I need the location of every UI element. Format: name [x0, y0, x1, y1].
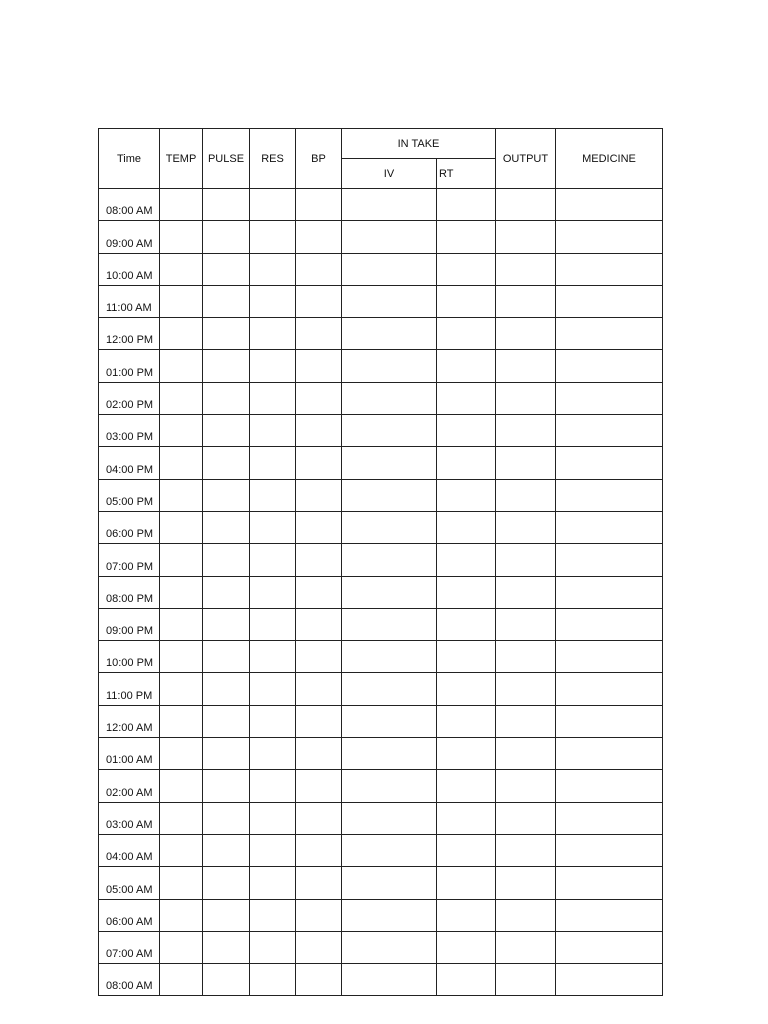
res-cell[interactable] — [250, 189, 296, 221]
bp-cell[interactable] — [296, 285, 342, 317]
bp-cell[interactable] — [296, 447, 342, 479]
medicine-cell[interactable] — [556, 964, 663, 996]
iv-cell[interactable] — [342, 705, 437, 737]
table-row — [99, 867, 663, 899]
time-cell: 02:00 PM — [99, 382, 160, 414]
table-row — [99, 382, 663, 414]
temp-cell[interactable] — [160, 189, 203, 221]
time-cell: 07:00 PM — [99, 544, 160, 576]
output-cell[interactable] — [496, 350, 556, 382]
rt-cell[interactable] — [437, 253, 496, 285]
output-cell[interactable] — [496, 931, 556, 963]
pulse-cell[interactable] — [203, 641, 250, 673]
header-bp: BP — [296, 129, 342, 189]
temp-cell[interactable] — [160, 415, 203, 447]
table-row — [99, 544, 663, 576]
iv-cell[interactable] — [342, 221, 437, 253]
time-cell: 12:00 PM — [99, 318, 160, 350]
rt-cell[interactable] — [437, 447, 496, 479]
iv-cell[interactable] — [342, 350, 437, 382]
temp-cell[interactable] — [160, 673, 203, 705]
medicine-cell[interactable] — [556, 447, 663, 479]
res-cell[interactable] — [250, 931, 296, 963]
pulse-cell[interactable] — [203, 415, 250, 447]
medicine-cell[interactable] — [556, 576, 663, 608]
output-cell[interactable] — [496, 867, 556, 899]
output-cell[interactable] — [496, 641, 556, 673]
medicine-cell[interactable] — [556, 673, 663, 705]
temp-cell[interactable] — [160, 867, 203, 899]
pulse-cell[interactable] — [203, 285, 250, 317]
res-cell[interactable] — [250, 382, 296, 414]
medicine-cell[interactable] — [556, 221, 663, 253]
pulse-cell[interactable] — [203, 964, 250, 996]
bp-cell[interactable] — [296, 608, 342, 640]
time-cell: 03:00 PM — [99, 415, 160, 447]
rt-cell[interactable] — [437, 608, 496, 640]
bp-cell[interactable] — [296, 221, 342, 253]
temp-cell[interactable] — [160, 738, 203, 770]
pulse-cell[interactable] — [203, 608, 250, 640]
output-cell[interactable] — [496, 802, 556, 834]
temp-cell[interactable] — [160, 641, 203, 673]
output-cell[interactable] — [496, 285, 556, 317]
output-cell[interactable] — [496, 964, 556, 996]
pulse-cell[interactable] — [203, 899, 250, 931]
temp-cell[interactable] — [160, 511, 203, 543]
pulse-cell[interactable] — [203, 576, 250, 608]
medicine-cell[interactable] — [556, 834, 663, 866]
time-cell: 01:00 PM — [99, 350, 160, 382]
iv-cell[interactable] — [342, 447, 437, 479]
time-cell: 11:00 PM — [99, 673, 160, 705]
res-cell[interactable] — [250, 318, 296, 350]
table-body — [99, 189, 663, 996]
temp-cell[interactable] — [160, 382, 203, 414]
temp-cell[interactable] — [160, 834, 203, 866]
rt-cell[interactable] — [437, 221, 496, 253]
rt-cell[interactable] — [437, 867, 496, 899]
bp-cell[interactable] — [296, 415, 342, 447]
res-cell[interactable] — [250, 253, 296, 285]
bp-cell[interactable] — [296, 931, 342, 963]
pulse-cell[interactable] — [203, 189, 250, 221]
iv-cell[interactable] — [342, 867, 437, 899]
medicine-cell[interactable] — [556, 415, 663, 447]
output-cell[interactable] — [496, 576, 556, 608]
res-cell[interactable] — [250, 899, 296, 931]
iv-cell[interactable] — [342, 770, 437, 802]
output-cell[interactable] — [496, 447, 556, 479]
time-cell: 08:00 AM — [99, 964, 160, 996]
time-cell: 03:00 AM — [99, 802, 160, 834]
output-cell[interactable] — [496, 189, 556, 221]
rt-cell[interactable] — [437, 770, 496, 802]
medicine-cell[interactable] — [556, 511, 663, 543]
iv-cell[interactable] — [342, 253, 437, 285]
res-cell[interactable] — [250, 834, 296, 866]
temp-cell[interactable] — [160, 931, 203, 963]
time-cell: 09:00 PM — [99, 608, 160, 640]
header-time: Time — [99, 129, 160, 189]
res-cell[interactable] — [250, 285, 296, 317]
output-cell[interactable] — [496, 673, 556, 705]
temp-cell[interactable] — [160, 576, 203, 608]
medicine-cell[interactable] — [556, 253, 663, 285]
temp-cell[interactable] — [160, 802, 203, 834]
iv-cell[interactable] — [342, 673, 437, 705]
header-intake: IN TAKE — [342, 129, 496, 159]
bp-cell[interactable] — [296, 576, 342, 608]
iv-cell[interactable] — [342, 318, 437, 350]
time-cell: 08:00 PM — [99, 576, 160, 608]
res-cell[interactable] — [250, 221, 296, 253]
time-cell: 05:00 AM — [99, 867, 160, 899]
bp-cell[interactable] — [296, 834, 342, 866]
temp-cell[interactable] — [160, 318, 203, 350]
rt-cell[interactable] — [437, 834, 496, 866]
iv-cell[interactable] — [342, 189, 437, 221]
table-row — [99, 738, 663, 770]
table-row — [99, 511, 663, 543]
table-row — [99, 770, 663, 802]
bp-cell[interactable] — [296, 802, 342, 834]
temp-cell[interactable] — [160, 285, 203, 317]
bp-cell[interactable] — [296, 544, 342, 576]
res-cell[interactable] — [250, 802, 296, 834]
rt-cell[interactable] — [437, 189, 496, 221]
pulse-cell[interactable] — [203, 479, 250, 511]
vitals-chart-table — [98, 128, 663, 996]
temp-cell[interactable] — [160, 705, 203, 737]
header-intake-iv: IV — [342, 159, 437, 189]
table-row — [99, 802, 663, 834]
rt-cell[interactable] — [437, 931, 496, 963]
temp-cell[interactable] — [160, 447, 203, 479]
table-row — [99, 285, 663, 317]
rt-cell[interactable] — [437, 350, 496, 382]
res-cell[interactable] — [250, 673, 296, 705]
table-row — [99, 673, 663, 705]
rt-cell[interactable] — [437, 382, 496, 414]
iv-cell[interactable] — [342, 608, 437, 640]
iv-cell[interactable] — [342, 382, 437, 414]
temp-cell[interactable] — [160, 544, 203, 576]
medicine-cell[interactable] — [556, 285, 663, 317]
header-output: OUTPUT — [496, 129, 556, 189]
time-cell: 09:00 AM — [99, 221, 160, 253]
bp-cell[interactable] — [296, 189, 342, 221]
time-cell: 12:00 AM — [99, 705, 160, 737]
rt-cell[interactable] — [437, 705, 496, 737]
res-cell[interactable] — [250, 770, 296, 802]
medicine-cell[interactable] — [556, 189, 663, 221]
res-cell[interactable] — [250, 511, 296, 543]
header-res: RES — [250, 129, 296, 189]
output-cell[interactable] — [496, 770, 556, 802]
medicine-cell[interactable] — [556, 641, 663, 673]
output-cell[interactable] — [496, 544, 556, 576]
bp-cell[interactable] — [296, 899, 342, 931]
medicine-cell[interactable] — [556, 899, 663, 931]
output-cell[interactable] — [496, 899, 556, 931]
time-cell: 08:00 AM — [99, 189, 160, 221]
output-cell[interactable] — [496, 318, 556, 350]
header-temp: TEMP — [160, 129, 203, 189]
bp-cell[interactable] — [296, 705, 342, 737]
time-cell: 06:00 PM — [99, 511, 160, 543]
iv-cell[interactable] — [342, 899, 437, 931]
time-cell: 05:00 PM — [99, 479, 160, 511]
rt-cell[interactable] — [437, 544, 496, 576]
pulse-cell[interactable] — [203, 867, 250, 899]
bp-cell[interactable] — [296, 738, 342, 770]
res-cell[interactable] — [250, 705, 296, 737]
iv-cell[interactable] — [342, 931, 437, 963]
temp-cell[interactable] — [160, 770, 203, 802]
table-row — [99, 705, 663, 737]
time-cell: 10:00 PM — [99, 641, 160, 673]
medicine-cell[interactable] — [556, 350, 663, 382]
header-medicine: MEDICINE — [556, 129, 663, 189]
temp-cell[interactable] — [160, 253, 203, 285]
table-row — [99, 479, 663, 511]
pulse-cell[interactable] — [203, 802, 250, 834]
time-cell: 06:00 AM — [99, 899, 160, 931]
rt-cell[interactable] — [437, 802, 496, 834]
rt-cell[interactable] — [437, 576, 496, 608]
res-cell[interactable] — [250, 447, 296, 479]
temp-cell[interactable] — [160, 964, 203, 996]
time-cell: 11:00 AM — [99, 285, 160, 317]
iv-cell[interactable] — [342, 479, 437, 511]
table-row — [99, 608, 663, 640]
table-row — [99, 318, 663, 350]
rt-cell[interactable] — [437, 415, 496, 447]
rt-cell[interactable] — [437, 285, 496, 317]
medicine-cell[interactable] — [556, 382, 663, 414]
table-row — [99, 576, 663, 608]
medicine-cell[interactable] — [556, 738, 663, 770]
time-cell: 04:00 AM — [99, 834, 160, 866]
pulse-cell[interactable] — [203, 544, 250, 576]
medicine-cell[interactable] — [556, 608, 663, 640]
pulse-cell[interactable] — [203, 770, 250, 802]
res-cell[interactable] — [250, 544, 296, 576]
rt-cell[interactable] — [437, 479, 496, 511]
bp-cell[interactable] — [296, 511, 342, 543]
medicine-cell[interactable] — [556, 705, 663, 737]
table-row — [99, 253, 663, 285]
header-intake-rt: RT — [437, 159, 496, 189]
pulse-cell[interactable] — [203, 350, 250, 382]
iv-cell[interactable] — [342, 576, 437, 608]
temp-cell[interactable] — [160, 479, 203, 511]
iv-cell[interactable] — [342, 544, 437, 576]
pulse-cell[interactable] — [203, 673, 250, 705]
rt-cell[interactable] — [437, 641, 496, 673]
pulse-cell[interactable] — [203, 931, 250, 963]
medicine-cell[interactable] — [556, 802, 663, 834]
temp-cell[interactable] — [160, 608, 203, 640]
medicine-cell[interactable] — [556, 770, 663, 802]
output-cell[interactable] — [496, 511, 556, 543]
medicine-cell[interactable] — [556, 867, 663, 899]
output-cell[interactable] — [496, 705, 556, 737]
res-cell[interactable] — [250, 576, 296, 608]
medicine-cell[interactable] — [556, 931, 663, 963]
rt-cell[interactable] — [437, 318, 496, 350]
table-row — [99, 415, 663, 447]
pulse-cell[interactable] — [203, 382, 250, 414]
res-cell[interactable] — [250, 350, 296, 382]
output-cell[interactable] — [496, 738, 556, 770]
res-cell[interactable] — [250, 964, 296, 996]
medicine-cell[interactable] — [556, 479, 663, 511]
rt-cell[interactable] — [437, 964, 496, 996]
iv-cell[interactable] — [342, 641, 437, 673]
res-cell[interactable] — [250, 479, 296, 511]
bp-cell[interactable] — [296, 382, 342, 414]
output-cell[interactable] — [496, 479, 556, 511]
iv-cell[interactable] — [342, 415, 437, 447]
output-cell[interactable] — [496, 608, 556, 640]
pulse-cell[interactable] — [203, 447, 250, 479]
iv-cell[interactable] — [342, 964, 437, 996]
bp-cell[interactable] — [296, 479, 342, 511]
rt-cell[interactable] — [437, 673, 496, 705]
rt-cell[interactable] — [437, 738, 496, 770]
iv-cell[interactable] — [342, 511, 437, 543]
temp-cell[interactable] — [160, 221, 203, 253]
bp-cell[interactable] — [296, 641, 342, 673]
table-row — [99, 221, 663, 253]
header-pulse: PULSE — [203, 129, 250, 189]
rt-cell[interactable] — [437, 899, 496, 931]
bp-cell[interactable] — [296, 350, 342, 382]
res-cell[interactable] — [250, 608, 296, 640]
iv-cell[interactable] — [342, 285, 437, 317]
bp-cell[interactable] — [296, 867, 342, 899]
bp-cell[interactable] — [296, 318, 342, 350]
table-row — [99, 447, 663, 479]
bp-cell[interactable] — [296, 253, 342, 285]
table-row — [99, 189, 663, 221]
res-cell[interactable] — [250, 641, 296, 673]
res-cell[interactable] — [250, 738, 296, 770]
rt-cell[interactable] — [437, 511, 496, 543]
iv-cell[interactable] — [342, 802, 437, 834]
bp-cell[interactable] — [296, 964, 342, 996]
output-cell[interactable] — [496, 834, 556, 866]
pulse-cell[interactable] — [203, 511, 250, 543]
medicine-cell[interactable] — [556, 318, 663, 350]
output-cell[interactable] — [496, 382, 556, 414]
table-row — [99, 931, 663, 963]
output-cell[interactable] — [496, 253, 556, 285]
pulse-cell[interactable] — [203, 318, 250, 350]
pulse-cell[interactable] — [203, 253, 250, 285]
bp-cell[interactable] — [296, 673, 342, 705]
time-cell: 01:00 AM — [99, 738, 160, 770]
time-cell: 10:00 AM — [99, 253, 160, 285]
table-row — [99, 964, 663, 996]
output-cell[interactable] — [496, 221, 556, 253]
iv-cell[interactable] — [342, 834, 437, 866]
time-cell: 04:00 PM — [99, 447, 160, 479]
pulse-cell[interactable] — [203, 705, 250, 737]
res-cell[interactable] — [250, 867, 296, 899]
pulse-cell[interactable] — [203, 834, 250, 866]
iv-cell[interactable] — [342, 738, 437, 770]
temp-cell[interactable] — [160, 350, 203, 382]
output-cell[interactable] — [496, 415, 556, 447]
bp-cell[interactable] — [296, 770, 342, 802]
table-row — [99, 834, 663, 866]
pulse-cell[interactable] — [203, 738, 250, 770]
temp-cell[interactable] — [160, 899, 203, 931]
table-row — [99, 641, 663, 673]
pulse-cell[interactable] — [203, 221, 250, 253]
time-cell: 02:00 AM — [99, 770, 160, 802]
table-row — [99, 899, 663, 931]
res-cell[interactable] — [250, 415, 296, 447]
table-row — [99, 350, 663, 382]
time-cell: 07:00 AM — [99, 931, 160, 963]
medicine-cell[interactable] — [556, 544, 663, 576]
